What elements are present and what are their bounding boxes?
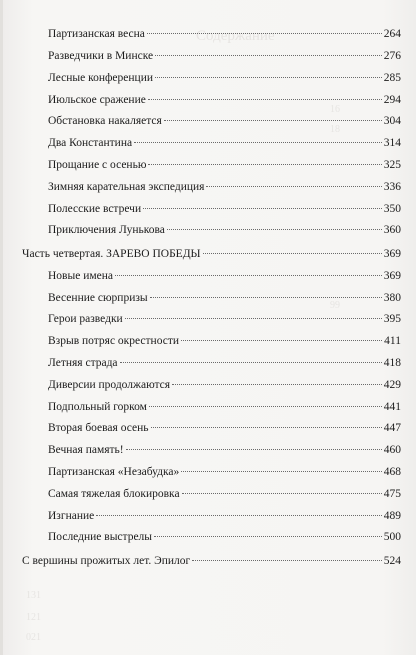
toc-leader-dots <box>206 186 381 187</box>
toc-entry-page: 411 <box>384 335 401 347</box>
toc-entry <box>48 291 401 305</box>
toc-entry-page: 395 <box>383 313 401 325</box>
toc-entry <box>48 312 401 326</box>
toc-leader-dots <box>125 318 382 319</box>
toc-leader-dots <box>115 275 382 276</box>
toc-entry-page: 304 <box>383 115 401 127</box>
toc-entry <box>48 421 401 435</box>
toc-entry-title: Приключения Лунькова <box>48 224 165 236</box>
toc-entry-page: 294 <box>383 94 401 106</box>
toc-entry-page: 475 <box>383 488 401 500</box>
toc-entry-page: 325 <box>383 159 401 171</box>
toc-entry-title: Июльское сражение <box>48 94 146 106</box>
toc-leader-dots <box>120 362 382 363</box>
toc-entry-page: 276 <box>383 50 401 62</box>
toc-entry-title: Изгнание <box>48 510 95 522</box>
toc-entry-title: Зимняя карательная экспедиция <box>48 181 205 193</box>
bleed-through-text: Содержание <box>196 28 275 44</box>
bleed-through-text: 021 <box>26 632 41 643</box>
toc-leader-dots <box>150 297 382 298</box>
toc-entry-title: Партизанская весна <box>48 28 145 40</box>
toc-entry-title: Два Константина <box>48 137 133 149</box>
toc-entry-page: 369 <box>383 270 401 282</box>
toc-entry-page: 441 <box>383 401 401 413</box>
bleed-through-text: 99 <box>330 300 340 311</box>
toc-entry <box>48 27 401 41</box>
toc-leader-dots <box>182 493 382 494</box>
toc-entry-title: Самая тяжелая блокировка <box>48 488 180 500</box>
toc-entry <box>48 356 401 370</box>
toc-entry <box>48 158 401 172</box>
toc-leader-dots <box>164 120 382 121</box>
toc-entry-page: 336 <box>383 181 401 193</box>
toc-leader-dots <box>154 536 382 537</box>
toc-entry-page: 264 <box>383 28 401 40</box>
toc-entry-page: 489 <box>383 510 401 522</box>
toc-entry <box>48 378 401 392</box>
toc-entry-title: Диверсии продолжаются <box>48 379 171 391</box>
toc-entry-title: Герои разведки <box>48 313 123 325</box>
toc-entry <box>48 443 401 457</box>
toc-leader-dots <box>148 99 382 100</box>
bleed-through-text: 16 <box>330 104 340 115</box>
toc-entry-title: Лесные конференции <box>48 72 154 84</box>
toc-entry-page: 460 <box>383 444 401 456</box>
toc-entry-page: 285 <box>383 72 401 84</box>
toc-entry-page: 429 <box>383 379 401 391</box>
toc-leader-dots <box>151 427 382 428</box>
toc-part-heading <box>22 247 401 261</box>
toc-entry-page: 369 <box>383 248 401 260</box>
toc-entry-title: Взрыв потряс окрестности <box>48 335 180 347</box>
toc-entry <box>48 269 401 283</box>
toc-leader-dots <box>181 340 382 341</box>
toc-entry-page: 314 <box>383 137 401 149</box>
toc-entry-title: Подпольный горком <box>48 401 147 413</box>
toc-entry <box>48 114 401 128</box>
toc-entry-title: Летняя страда <box>48 357 118 369</box>
toc-leader-dots <box>203 253 382 254</box>
bleed-through-text: 121 <box>26 612 41 623</box>
toc-entry-title: Часть четвертая. ЗАРЕВО ПОБЕДЫ <box>22 248 201 260</box>
toc-leader-dots <box>143 208 382 209</box>
toc-leader-dots <box>149 406 382 407</box>
toc-entry-page: 360 <box>383 224 401 236</box>
toc-entry-title: Последние выстрелы <box>48 531 153 543</box>
toc-leader-dots <box>192 560 382 561</box>
toc-entry-title: Партизанская «Незабудка» <box>48 466 180 478</box>
toc-leader-dots <box>181 471 381 472</box>
toc-entry-title: Новые имена <box>48 270 113 282</box>
toc-leader-dots <box>147 33 382 34</box>
toc-entry-title: Вторая боевая осень <box>48 422 149 434</box>
toc-entry <box>48 400 401 414</box>
toc-entry-title: Весенние сюрпризы <box>48 292 148 304</box>
toc-part-heading <box>22 554 401 568</box>
toc-entry-title: Вечная память! <box>48 444 124 456</box>
toc-entry <box>48 180 401 194</box>
toc-entry-page: 468 <box>383 466 401 478</box>
page-edge <box>0 0 3 655</box>
toc-entry <box>48 509 401 523</box>
toc-leader-dots <box>155 77 382 78</box>
toc-entry <box>48 334 401 348</box>
toc-entry-title: Разведчики в Минске <box>48 50 154 62</box>
toc-leader-dots <box>126 449 382 450</box>
toc-entry-page: 500 <box>383 531 401 543</box>
toc-entry-page: 524 <box>383 555 401 567</box>
toc-entry <box>48 49 401 63</box>
toc-entry <box>48 465 401 479</box>
toc-entry-page: 350 <box>383 203 401 215</box>
toc-leader-dots <box>172 384 382 385</box>
toc-entry <box>48 487 401 501</box>
toc-leader-dots <box>134 142 382 143</box>
toc-entry-title: С вершины прожитых лет. Эпилог <box>22 555 191 567</box>
toc-entry <box>48 202 401 216</box>
toc-leader-dots <box>148 164 381 165</box>
toc-leader-dots <box>155 55 382 56</box>
toc-entry <box>48 136 401 150</box>
toc-entry-title: Прощание с осенью <box>48 159 147 171</box>
toc-entry-page: 447 <box>383 422 401 434</box>
toc-entry <box>48 93 401 107</box>
toc-entry-title: Обстановка накаляется <box>48 115 162 127</box>
toc-entry <box>48 71 401 85</box>
toc-entry <box>48 223 401 237</box>
toc-entry-title: Полесские встречи <box>48 203 142 215</box>
toc-entry <box>48 530 401 544</box>
toc-entry-page: 418 <box>383 357 401 369</box>
bleed-through-text: 18 <box>330 124 340 135</box>
toc-entry-page: 380 <box>383 292 401 304</box>
bleed-through-text: 131 <box>26 590 41 601</box>
toc-leader-dots <box>96 515 382 516</box>
toc-leader-dots <box>167 229 382 230</box>
